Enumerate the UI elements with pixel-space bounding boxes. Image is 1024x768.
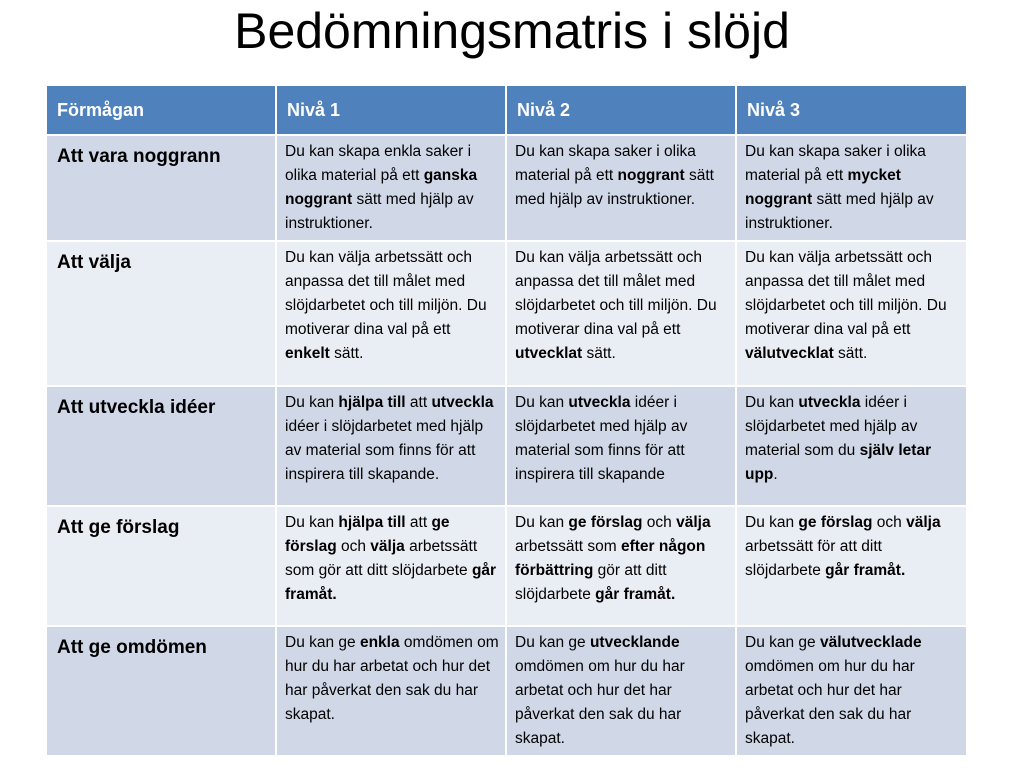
- row-label: Att vara noggrann: [46, 135, 276, 241]
- emphasis-text: enkelt: [285, 345, 330, 362]
- emphasis-text: ge förslag: [568, 514, 643, 531]
- emphasis-text: noggrant: [617, 167, 685, 184]
- table-row: [46, 626, 967, 756]
- emphasis-text: hjälpa till: [338, 514, 406, 531]
- emphasis-text: utveckla: [798, 394, 861, 411]
- row-label: Att utveckla idéer: [46, 386, 276, 506]
- criteria-cell: Du kan skapa saker i olika material på ett mycket noggrant sätt med hjälp av instruktioner.: [736, 135, 967, 241]
- emphasis-text: ge förslag: [798, 514, 873, 531]
- emphasis-text: går framåt.: [595, 586, 676, 603]
- table-row: [46, 386, 967, 506]
- criteria-cell: Du kan ge utvecklande omdömen om hur du har arbetat och hur det har påverkat den sak du har skapat.: [506, 626, 736, 756]
- emphasis-text: ge förslag: [285, 514, 450, 555]
- criteria-cell: Du kan ge förslag och välja arbetssätt som efter någon förbättring gör att ditt slöjdarbete går framåt.: [506, 506, 736, 626]
- criteria-cell: Du kan ge välutvecklade omdömen om hur du har arbetat och hur det har påverkat den sak du har skapat.: [736, 626, 967, 756]
- criteria-cell: Du kan hjälpa till att utveckla idéer i slöjdarbetet med hjälp av material som finns för att inspirera till skapande.: [276, 386, 506, 506]
- criteria-cell: Du kan ge enkla omdömen om hur du har arbetat och hur det har påverkat den sak du har skapat.: [276, 626, 506, 756]
- emphasis-text: välja: [906, 514, 941, 531]
- emphasis-text: välja: [370, 538, 405, 555]
- header-cell-level-3: Nivå 3: [736, 85, 967, 135]
- table-header-row: [46, 85, 967, 135]
- criteria-cell: Du kan skapa enkla saker i olika material på ett ganska noggrant sätt med hjälp av instruktioner.: [276, 135, 506, 241]
- emphasis-text: går framåt.: [825, 562, 906, 579]
- table-row: [46, 135, 967, 241]
- emphasis-text: utveckla: [568, 394, 631, 411]
- header-cell-level-1: Nivå 1: [276, 85, 506, 135]
- row-label: Att ge förslag: [46, 506, 276, 626]
- emphasis-text: går framåt.: [285, 562, 497, 603]
- emphasis-text: mycket noggrant: [745, 167, 901, 208]
- emphasis-text: utvecklat: [515, 345, 583, 362]
- emphasis-text: utveckla: [431, 394, 494, 411]
- emphasis-text: enkla: [359, 634, 400, 651]
- criteria-cell: Du kan välja arbetssätt och anpassa det till målet med slöjdarbetet och till miljön. Du motiverar dina val på ett välutvecklat sätt.: [736, 241, 967, 386]
- criteria-cell: Du kan ge förslag och välja arbetssätt för att ditt slöjdarbete går framåt.: [736, 506, 967, 626]
- criteria-cell: Du kan välja arbetssätt och anpassa det till målet med slöjdarbetet och till miljön. Du motiverar dina val på ett enkelt sätt.: [276, 241, 506, 386]
- row-label: Att välja: [46, 241, 276, 386]
- emphasis-text: välutvecklat: [745, 345, 834, 362]
- emphasis-text: själv letar upp: [745, 442, 932, 483]
- criteria-cell: Du kan hjälpa till att ge förslag och välja arbetssätt som gör att ditt slöjdarbete går framåt.: [276, 506, 506, 626]
- criteria-cell: Du kan utveckla idéer i slöjdarbetet med hjälp av material som finns för att inspirera till skapande: [506, 386, 736, 506]
- header-cell-ability: Förmågan: [46, 85, 276, 135]
- emphasis-text: ganska noggrant: [285, 167, 478, 208]
- emphasis-text: utvecklande: [589, 634, 680, 651]
- emphasis-text: välutvecklade: [819, 634, 922, 651]
- header-cell-level-2: Nivå 2: [506, 85, 736, 135]
- emphasis-text: välja: [676, 514, 711, 531]
- criteria-cell: Du kan utveckla idéer i slöjdarbetet med hjälp av material som du själv letar upp.: [736, 386, 967, 506]
- table-row: [46, 241, 967, 386]
- assessment-matrix-table: [45, 84, 968, 757]
- emphasis-text: hjälpa till: [338, 394, 406, 411]
- page-title: Bedömningsmatris i slöjd: [234, 3, 790, 59]
- criteria-cell: Du kan välja arbetssätt och anpassa det till målet med slöjdarbetet och till miljön. Du motiverar dina val på ett utvecklat sätt.: [506, 241, 736, 386]
- emphasis-text: efter någon förbättring: [515, 538, 706, 579]
- criteria-cell: Du kan skapa saker i olika material på ett noggrant sätt med hjälp av instruktioner.: [506, 135, 736, 241]
- row-label: Att ge omdömen: [46, 626, 276, 756]
- table-row: [46, 506, 967, 626]
